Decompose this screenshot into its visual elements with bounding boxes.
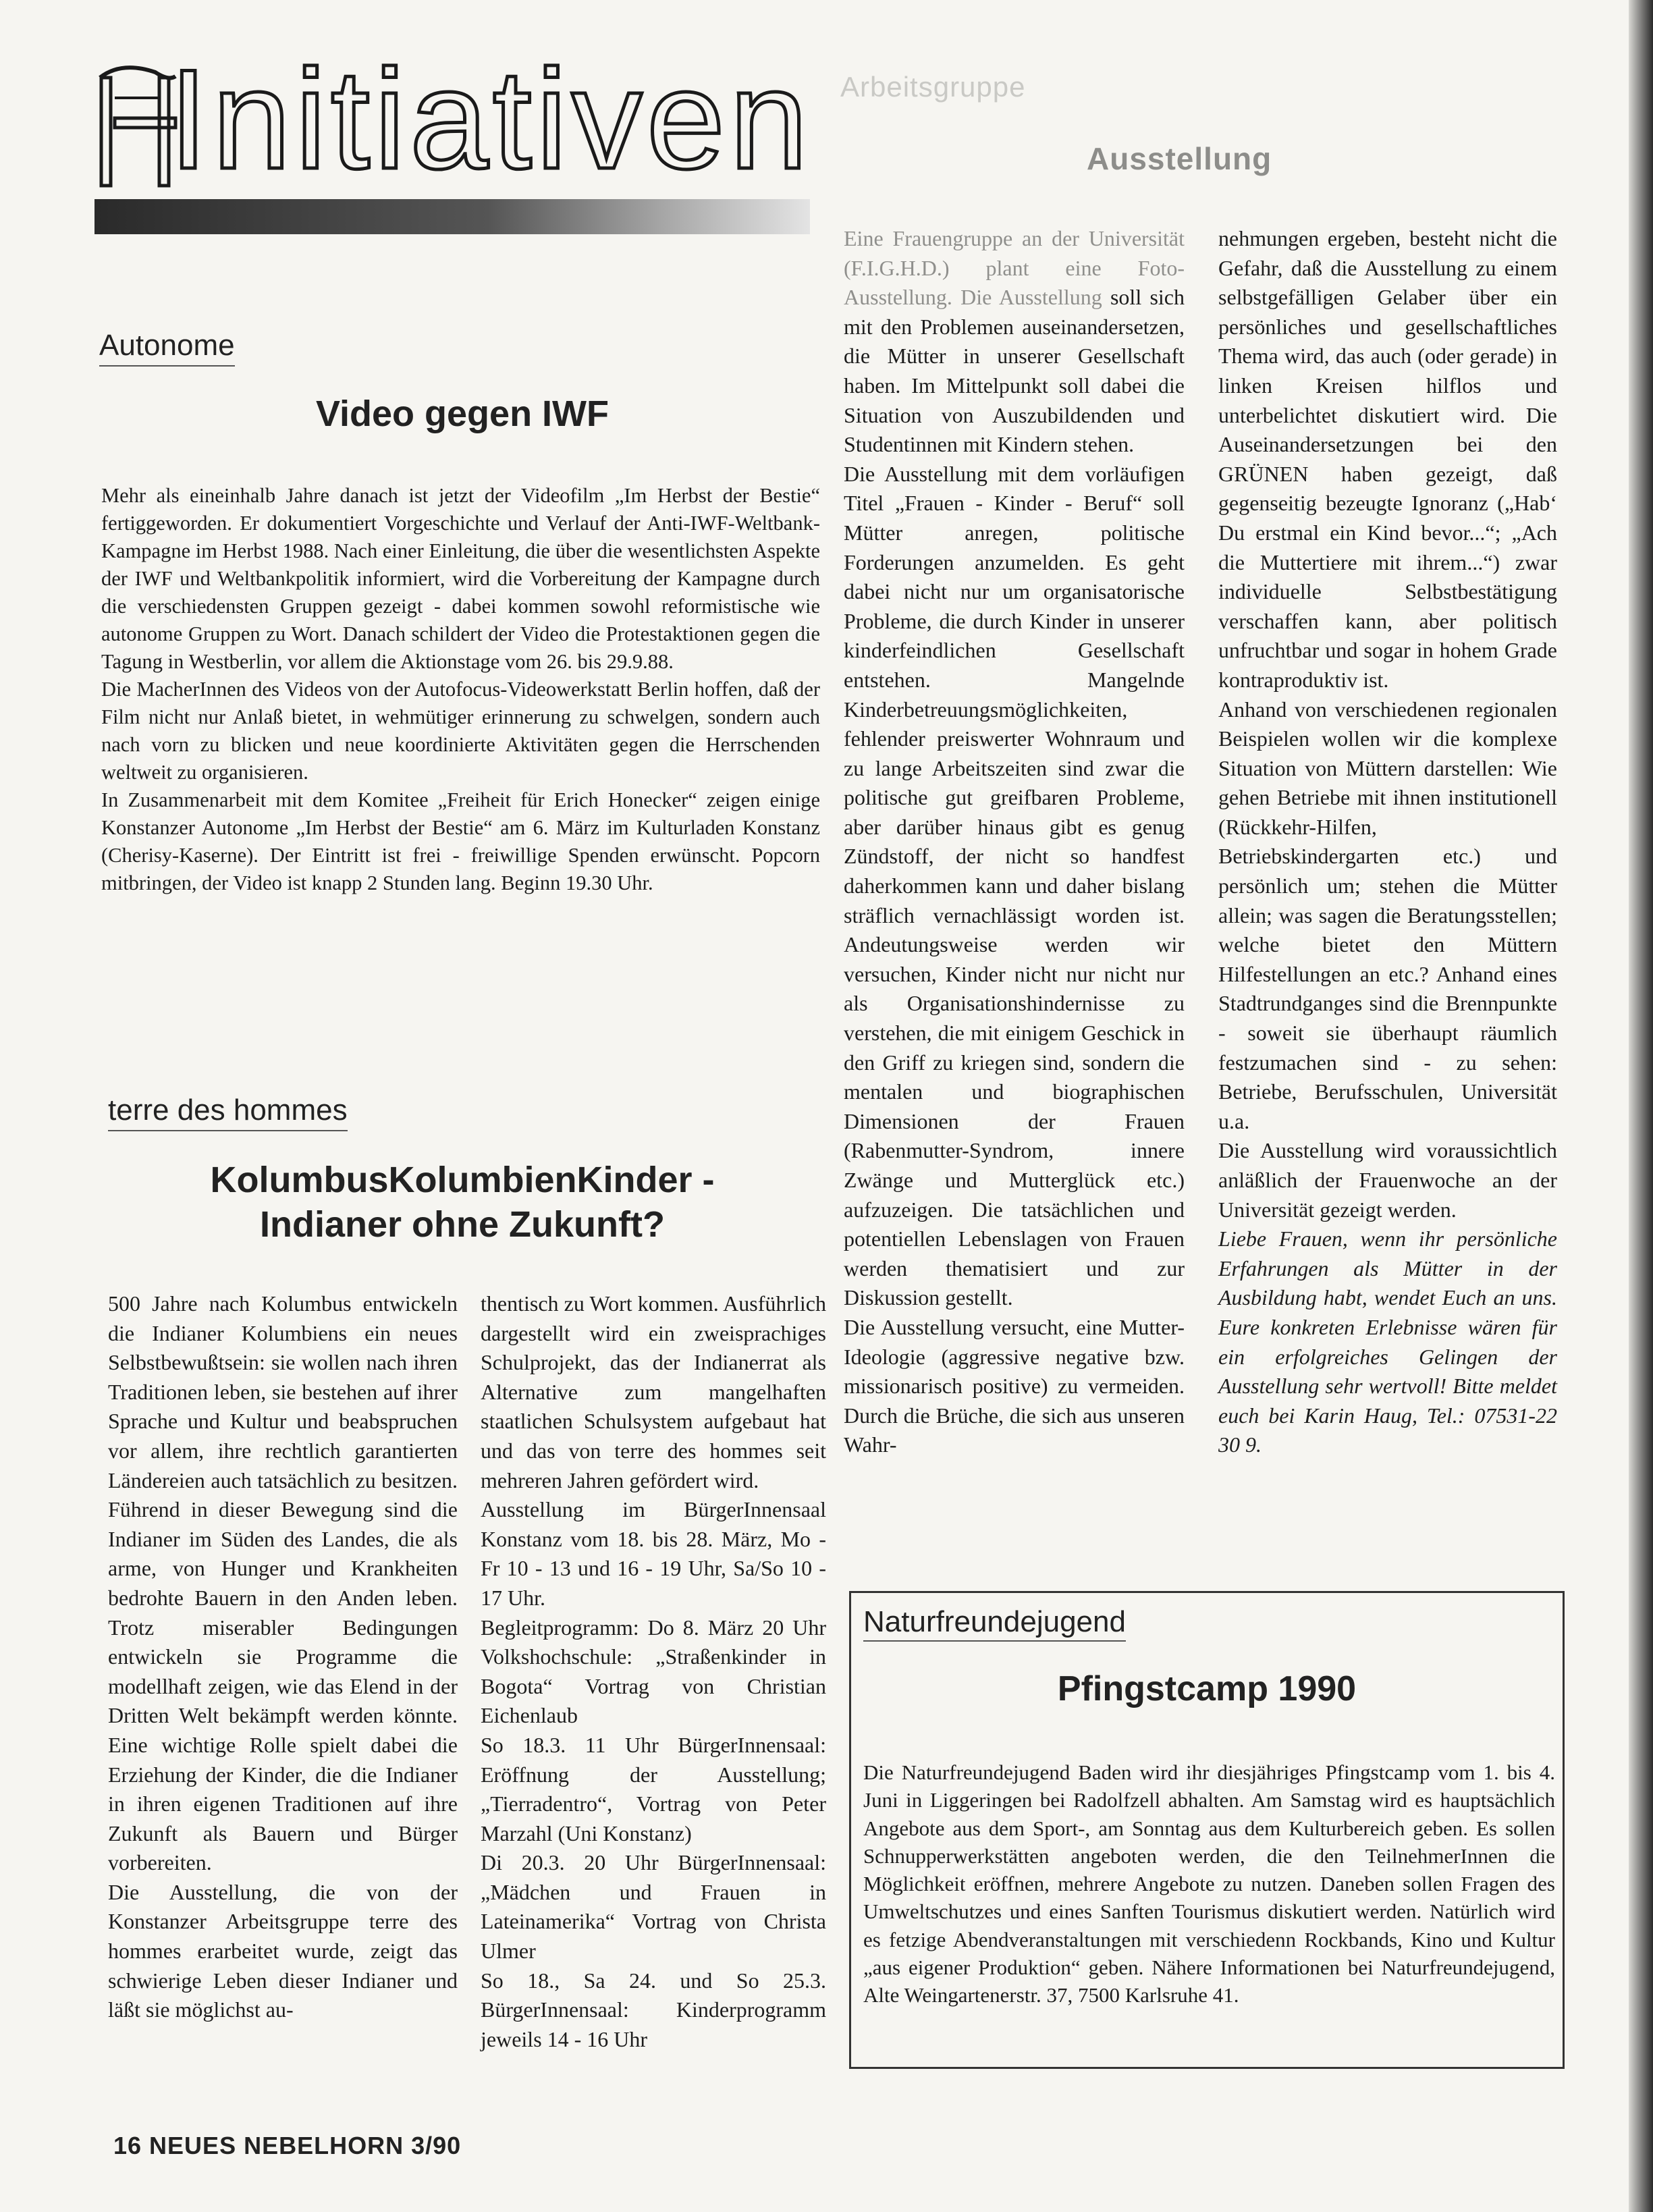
ausstellung-paragraph: Die Ausstellung wird voraussichtlich anläßlich der Frauenwoche an der Universität gezeigt werden. — [1218, 1138, 1557, 1222]
tdh-section-label: terre des hommes — [108, 1094, 348, 1131]
video-paragraph: Die MacherInnen des Videos von der Autofocus-Videowerkstatt Berlin hoffen, daß der Film nicht nur Anlaß bietet, in wehmütiger erinnerung zu schwelgen, sondern auch nach vorn zu blicken und neue koordinierte Aktivitäten gegen die Herrschenden weltweit zu organisieren. — [101, 678, 820, 784]
tdh-paragraph: Die Ausstellung, die von der Konstanzer Arbeitsgruppe terre des hommes erarbeitet wurde, zeigt das schwierige Leben dieser Indianer und läßt sie möglichst au- — [108, 1879, 458, 2022]
ausstellung-paragraph: Die Ausstellung versucht, eine Mutter-Ideologie (aggressive negative bzw. missionarisch positive) zu vermeiden. Durch die Brüche, die sich aus unseren Wahr- — [844, 1314, 1185, 1457]
ausstellung-column-2 — [1218, 224, 1557, 1460]
ausstellung-kicker: Arbeitsgruppe — [840, 71, 1026, 103]
tdh-title-line-1: KolumbusKolumbienKinder - — [210, 1160, 715, 1200]
tdh-paragraph: Ausstellung im BürgerInnensaal Konstanz vom 18. bis 28. März, Mo - Fr 10 - 13 und 16 - 19 Uhr, Sa/So 10 - 17 Uhr. — [481, 1497, 826, 1610]
contact-appeal: Liebe Frauen, wenn ihr persönliche Erfahrungen als Mütter in der Ausbildung habt, wendet Euch an uns. Eure konkreten Erlebnisse wären für ein erfolgreiches Gelingen der Ausstellung sehr wertvoll! Bitte meldet euch bei Karin Haug, Tel.: 07531-22 30 9. — [1218, 1226, 1557, 1457]
tdh-article-title — [101, 1158, 823, 1247]
video-paragraph: Mehr als eineinhalb Jahre danach ist jetzt der Videofilm „Im Herbst der Bestie“ fertiggeworden. Er dokumentiert Vorgeschichte und Verlauf der Anti-IWF-Weltbank-Kampagne im Herbst 1988. Nach einer Einleitung, die über die wesentlichsten Aspekte der IWF und Weltbankpolitik informiert, wird die Vorbereitung der Kampagne durch die verschiedensten Gruppen gezeigt - dabei kommen sowohl reformistische wie autonome Gruppen zu Wort. Danach schildert der Video die Protestaktionen gegen die Tagung in Westberlin, vor allem die Aktionstage vom 26. bis 29.9.88. — [101, 484, 820, 673]
masthead — [94, 40, 813, 198]
video-section-label: Autonome — [99, 329, 235, 367]
tdh-column-2 — [481, 1289, 826, 2054]
video-article-body — [101, 482, 820, 897]
video-article-title: Video gegen IWF — [315, 394, 609, 434]
pfingstcamp-box — [849, 1591, 1565, 2069]
ausstellung-paragraph: nehmungen ergeben, besteht nicht die Gefahr, daß die Ausstellung zu einem selbstgefälligen Gelaber über ein persönliches und gesellschaftliches Thema wird, das auch (oder gerade) in linken Kreisen hilflos und unterbelichtet diskutiert wird. Die Auseinandersetzungen bei den GRÜNEN haben gezeigt, daß gegenseitig bezeugte Ignoranz („Hab‘ Du erstmal ein Kind bevor...“; „Ach die Muttertiere mit ihrem...“) zwar individuelle Selbstbestätigung verschaffen kann, aber politisch unfruchtbar und sogar in hohem Grade kontraproduktiv ist. — [1218, 226, 1557, 692]
ausstellung-paragraph: Eine Frauengruppe an der Universität (F.I.G.H.D.) plant eine Foto-Ausstellung. Die Ausstellung soll sich mit den Problemen auseinandersetzen, die Mütter in unserer Gesellschaft haben. Im Mittelpunkt soll dabei die Situation von Auszubildenden und Studentinnen mit Kindern stehen. — [844, 226, 1185, 457]
ausstellung-column-1 — [844, 224, 1185, 1460]
tdh-column-1 — [108, 1289, 458, 2025]
masthead-gradient-bar — [94, 199, 810, 234]
pfingstcamp-body — [863, 1758, 1555, 2009]
tdh-paragraph: 500 Jahre nach Kolumbus entwickeln die Indianer Kolumbiens ein neues Selbstbewußtsein: sie wollen nach ihren Traditionen leben, sie bestehen auf ihrer Sprache und Kultur und beabspruchen vor allem, ihre rechtlich garantierten Ländereien auch tatsächlich zu besitzen. Führend in dieser Bewegung sind die Indianer im Süden des Landes, die als arme, von Hunger und Krankheiten bedrohte Bauern in den Anden leben. Trotz miserabler Bedingungen entwickeln sie Programme die modellhaft zeigen, wie das Elend in der Dritten Welt bekämpft werden könnte. Eine wichtige Rolle spielt dabei die Erziehung der Kinder, die die Indianer in ihren eigenen Traditionen auf ihre Zukunft als Bauern und Bürger vorbereiten. — [108, 1291, 458, 1875]
section-title: Initiativen — [169, 40, 813, 198]
tdh-paragraph: thentisch zu Wort kommen. Ausführlich dargestellt wird ein zweisprachiges Schulprojekt, das der Indianerrat als Alternative zum mangelhaften staatlichen Schulsystem aufgebaut hat und das von terre des hommes seit mehreren Jahren gefördert wird. — [481, 1291, 826, 1492]
ausstellung-headline: Ausstellung — [1087, 141, 1272, 176]
tdh-paragraph: Di 20.3. 20 Uhr BürgerInnensaal: „Mädchen und Frauen in Lateinamerika“ Vortrag von Christa Ulmer — [481, 1850, 826, 1964]
tdh-paragraph: Begleitprogramm: Do 8. März 20 Uhr Volkshochschule: „Straßenkinder in Bogota“ Vortrag von Christian Eichenlaub — [481, 1615, 826, 1728]
video-paragraph: In Zusammenarbeit mit dem Komitee „Freiheit für Erich Honecker“ zeigen einige Konstanzer Autonome „Im Herbst der Bestie“ am 6. März im Kulturladen Konstanz (Cherisy-Kaserne). Der Eintritt ist frei - freiwillige Spenden erwünscht. Popcorn mitbringen, der Video ist knapp 2 Stunden lang. Beginn 19.30 Uhr. — [101, 788, 820, 894]
pfingstcamp-paragraph: Die Naturfreundejugend Baden wird ihr diesjähriges Pfingstcamp vom 1. bis 4. Juni in Liggeringen bei Radolfzell abhalten. Am Samstag wird es hauptsächlich Angebote aus dem Sport-, am Sonntag aus dem Kulturbereich geben. Es sollen Schnupperwerkstätten angeboten werden, die den TeilnehmerInnen die Möglichkeit eröffnen, mehrere Angebote zu nutzen. Daneben sollen Fragen des Umweltschutzes und eines Sanften Tourismus diskutiert werden. Natürlich wird es fetzige Abendveranstaltungen mit verschiedenn Rockbands, Kino und Kultur „aus eigener Produktion“ geben. Nähere Informationen bei Naturfreundejugend, Alte Weingartenerstr. 37, 7500 Karlsruhe 41. — [863, 1760, 1555, 2007]
faded-intro-text: Eine Frauengruppe an der Universität (F.I.G.H.D.) plant eine Foto-Ausstellung. Die Ausstellung — [844, 226, 1185, 310]
tdh-title-line-2: Indianer ohne Zukunft? — [260, 1204, 665, 1245]
ausstellung-paragraph: Anhand von verschiedenen regionalen Beispielen wollen wir die komplexe Situation von Müttern darstellen: Wie gehen Betriebe mit ihnen institutionell (Rückkehr-Hilfen, Betriebskindergarten etc.) und persönlich um; stehen die Mütter allein; was sagen die Beratungsstellen; welche bietet den Müttern Hilfestellungen an etc.? Anhand eines Stadtrundganges sind die Brennpunkte - soweit sie überhaupt räumlich festzumachen sind - zu sehen: Betriebe, Berufsschulen, Universität u.a. — [1218, 697, 1557, 1133]
page-footer: 16 NEUES NEBELHORN 3/90 — [113, 2132, 462, 2159]
pfingstcamp-section-label: Naturfreundejugend — [863, 1605, 1126, 1642]
ausstellung-paragraph: Die Ausstellung mit dem vorläufigen Titel „Frauen - Kinder - Beruf“ soll Mütter anregen, politische Forderungen anzumelden. Es geht dabei nicht nur um organisatorische Probleme, die durch Kinder in unserer kinderfeindlichen Gesellschaft entstehen. Mangelnde Kinderbetreuungsmöglichkeiten, fehlender preiswerter Wohnraum und zu lange Arbeitszeiten sind zwar die politische gut greifbaren Probleme, aber darüber hinaus gibt es genug Zündstoff, der nicht so handfest daherkommen kann und daher bislang sträflich vernachlässigt worden ist. Andeutungsweise werden wir versuchen, Kinder nicht nur nicht nur als Organisationshindernisse zu verstehen, die mit einigem Geschick in den Griff zu kriegen sind, sondern die mentalen und biographischen Dimensionen der Frauen (Rabenmutter-Syndrom, innere Zwänge und Mutterglück etc.) aufzuzeigen. Die tatsächlichen und potentiellen Lebenslagen von Frauen werden thematisiert und zur Diskussion gestellt. — [844, 461, 1185, 1310]
tdh-paragraph: So 18., Sa 24. und So 25.3. BürgerInnensaal: Kinderprogramm jeweils 14 - 16 Uhr — [481, 1968, 826, 2051]
tdh-paragraph: So 18.3. 11 Uhr BürgerInnensaal: Eröffnung der Ausstellung; „Tierradentro“, Vortrag von Peter Marzahl (Uni Konstanz) — [481, 1732, 826, 1845]
pfingstcamp-title: Pfingstcamp 1990 — [1057, 1669, 1357, 1708]
